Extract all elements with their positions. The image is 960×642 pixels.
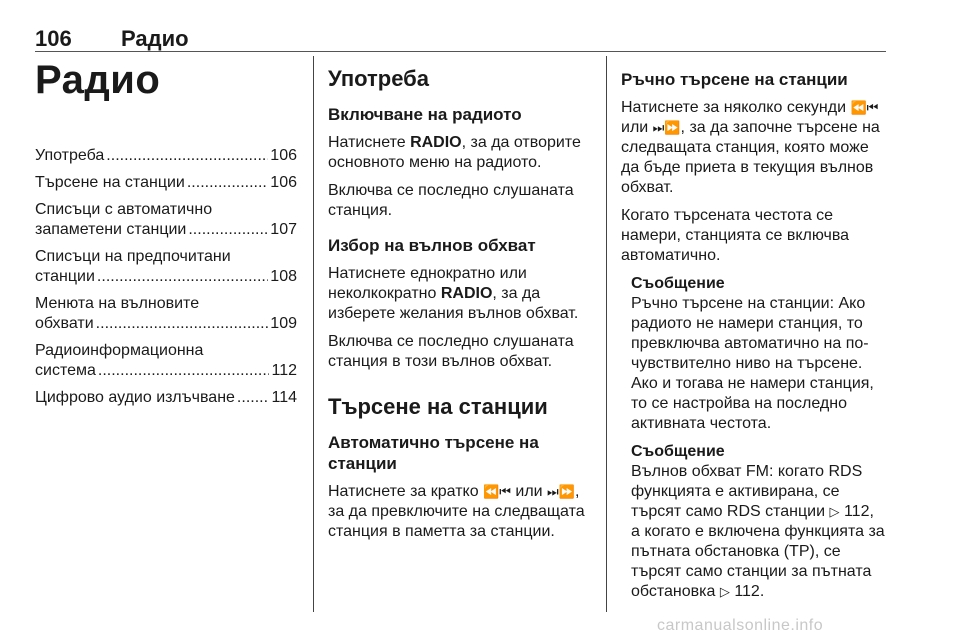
watermark: carmanualsonline.info xyxy=(657,617,824,634)
page-reference-icon: ▷ xyxy=(719,584,730,599)
manual-search-column xyxy=(621,56,885,610)
toc-leader-dots xyxy=(96,314,269,334)
chapter-title: Радио xyxy=(35,58,161,102)
toc-leader-dots xyxy=(98,361,270,381)
note-fm-rds xyxy=(631,442,885,602)
seek-forward-icon: ⏭⏩ xyxy=(652,120,681,135)
toc-entry-line: Списъци на предпочитани xyxy=(35,248,231,265)
seek-forward-icon: ⏭⏩ xyxy=(547,484,575,499)
subheading-auto-search: Автоматично търсене на станции xyxy=(328,433,539,473)
paragraph-last-station: Включва се последно слушаната станция. xyxy=(328,182,574,219)
toc-leader-dots xyxy=(237,388,270,408)
seek-back-icon: ⏪⏮ xyxy=(483,484,511,499)
seek-back-icon: ⏪⏮ xyxy=(850,100,879,115)
toc-entry-page: 114 xyxy=(271,389,297,406)
note-heading: Съобщение xyxy=(631,443,725,460)
toc-entry[interactable] xyxy=(35,247,297,287)
toc-entry-label: Употреба xyxy=(35,147,105,164)
toc-entry[interactable] xyxy=(35,173,297,193)
subheading-band: Избор на вълнов обхват xyxy=(328,236,536,255)
toc-entry-page: 106 xyxy=(270,147,297,164)
toc-entry-page: 112 xyxy=(271,362,297,379)
note-heading: Съобщение xyxy=(631,275,725,292)
paragraph-radio-on: Натиснете RADIO, за да отворите основното меню на радиото. xyxy=(328,134,581,171)
page-reference: 112 xyxy=(843,503,870,520)
paragraph-station-found: Когато търсената честота се намери, станцията се включва автоматично. xyxy=(621,207,850,264)
toc-entry-label: Цифрово аудио излъчване xyxy=(35,389,235,406)
section-heading-search: Търсене на станции xyxy=(328,394,548,419)
toc-entry-line: Радиоинформационна xyxy=(35,342,204,359)
toc-leader-dots xyxy=(97,267,268,287)
toc-entry-label: запаметени станции xyxy=(35,221,187,238)
toc-column xyxy=(35,56,297,415)
page-reference-icon: ▷ xyxy=(829,504,840,519)
toc-entry[interactable] xyxy=(35,294,297,334)
toc-entry-page: 106 xyxy=(270,174,297,191)
radio-key-label: RADIO xyxy=(440,285,493,302)
section-heading-usage: Употреба xyxy=(328,66,430,91)
toc-entry[interactable] xyxy=(35,341,297,381)
column-divider xyxy=(313,56,314,612)
toc-entry[interactable] xyxy=(35,200,297,240)
toc-entry-page: 107 xyxy=(270,221,297,238)
subheading-manual-search: Ръчно търсене на станции xyxy=(621,70,848,89)
toc-entry[interactable] xyxy=(35,388,297,408)
toc-entry-label: система xyxy=(35,362,96,379)
toc-entry-label: Търсене на станции xyxy=(35,174,185,191)
paragraph-auto-search: Натиснете за кратко ⏪⏮ или ⏭⏩, за да превключите на следващата станция в паметта за станции. xyxy=(328,483,585,540)
toc-entry[interactable] xyxy=(35,146,297,166)
column-divider xyxy=(606,56,607,612)
subheading-radio-on: Включване на радиото xyxy=(328,105,522,124)
table-of-contents xyxy=(35,146,297,408)
toc-leader-dots xyxy=(106,146,268,166)
toc-entry-label: станции xyxy=(35,268,95,285)
note-text: Ръчно търсене на станции: Ако радиото не намери станция, то превключва автоматично на по-чувствително ниво на търсене. Ако и тогава не намери станция, то се настройва на последно активната честота. xyxy=(631,295,874,432)
toc-entry-line: Менюта на вълновите xyxy=(35,295,200,312)
paragraph-manual-search: Натиснете за няколко секунди ⏪⏮ или ⏭⏩, за да започне търсене на следващата станция, която може да бъде приета в текущия вълнов обхват. xyxy=(621,99,880,196)
toc-entry-page: 108 xyxy=(270,268,297,285)
radio-key-label: RADIO xyxy=(410,134,462,151)
page-reference: 112 xyxy=(734,583,760,600)
page-header xyxy=(35,26,885,52)
note-text: Вълнов обхват FM: когато RDS функцията е активирана, се търсят само RDS станции ▷ 112, а когато е включена функцията за пътната обстановка (TP), се търсят само станции за пътната обстановка ▷ 112. xyxy=(631,463,885,600)
toc-leader-dots xyxy=(188,220,268,240)
page-number: 106 xyxy=(35,26,72,51)
paragraph-band-last: Включва се последно слушаната станция в този вълнов обхват. xyxy=(328,333,574,370)
toc-entry-page: 109 xyxy=(270,315,297,332)
usage-column xyxy=(328,56,590,550)
note-manual-search xyxy=(631,274,885,434)
toc-leader-dots xyxy=(187,173,268,193)
header-rule xyxy=(35,51,886,52)
paragraph-band: Натиснете еднократно или неколкократно RADIO, за да изберете желания вълнов обхват. xyxy=(328,265,579,322)
toc-entry-line: Списъци с автоматично xyxy=(35,201,213,218)
running-title: Радио xyxy=(121,26,189,51)
toc-entry-label: обхвати xyxy=(35,315,94,332)
